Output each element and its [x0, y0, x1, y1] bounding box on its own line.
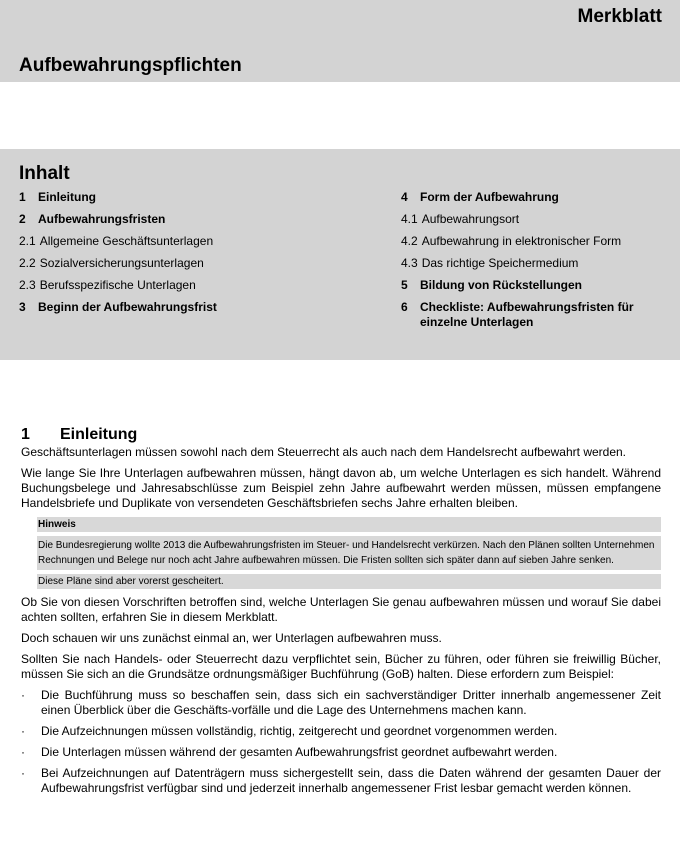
toc-entry-label: Aufbewahrung in elektronischer Form	[421, 234, 622, 248]
section-heading	[21, 427, 661, 442]
toc-entry[interactable]	[19, 212, 359, 234]
toc-entry-label: Sozialversicherungsunterlagen	[39, 256, 204, 270]
toc-entry[interactable]	[19, 190, 359, 212]
list-item	[21, 745, 661, 760]
toc-entry[interactable]	[401, 256, 661, 278]
toc-entry-number: 2	[19, 212, 26, 226]
toc-entry-label: Das richtige Speichermedium	[421, 256, 579, 270]
document-title: Aufbewahrungspflichten	[19, 55, 242, 76]
note-box	[37, 517, 661, 589]
list-item	[21, 766, 661, 796]
note-body	[37, 536, 661, 570]
toc-entry-number: 4	[401, 190, 408, 204]
bullet-icon: ·	[21, 724, 25, 738]
paragraph: Geschäftsunterlagen müssen sowohl nach dem Steuerrecht als auch nach dem Handelsrecht aufbewahrt werden.	[21, 445, 627, 459]
toc-entry-label: Bildung von Rückstellungen	[420, 278, 583, 292]
toc-entry-number: 4.3	[401, 256, 418, 270]
note-footer	[37, 574, 661, 589]
table-of-contents	[0, 149, 680, 360]
list-item-text: Bei Aufzeichnungen auf Datenträgern muss sichergestellt sein, dass die Daten während der gesamten Dauer der Aufbewahrungsfrist verfügbar sind und jederzeit innerhalb angemessener Frist lesbar gemacht werden können.	[41, 766, 661, 795]
toc-entry-label: Checkliste: Aufbewahrungsfristen für einzelne Unterlagen	[420, 300, 634, 329]
toc-entry-label: Beginn der Aufbewahrungsfrist	[38, 300, 217, 314]
note-footer-text: Diese Pläne sind aber vorerst gescheitert.	[38, 576, 224, 587]
toc-entry-number: 4.1	[401, 212, 418, 226]
toc-entry[interactable]	[19, 256, 359, 278]
toc-entry-number: 2.1	[19, 234, 36, 248]
toc-entry-label: Aufbewahrungsort	[421, 212, 520, 226]
list-item	[21, 724, 661, 739]
document-type: Merkblatt	[577, 6, 662, 27]
toc-entry[interactable]	[19, 278, 359, 300]
bullet-icon: ·	[21, 745, 25, 759]
note-heading-text: Hinweis	[38, 519, 76, 530]
section-title: Einleitung	[60, 426, 138, 443]
toc-entry-number: 5	[401, 278, 408, 292]
toc-entry-label: Allgemeine Geschäftsunterlagen	[39, 234, 214, 248]
toc-column-left	[19, 190, 359, 322]
paragraph: Sollten Sie nach Handels- oder Steuerrecht dazu verpflichtet sein, Bücher zu führen, oder führen sie freiwillig Bücher, müssen Sie sich an die Grundsätze ordnungsmäßiger Buchführung (GoB) halten. Diese erfordern zum Beispiel:	[21, 652, 661, 681]
toc-entry-label: Einleitung	[38, 190, 96, 204]
toc-entry-number: 1	[19, 190, 26, 204]
toc-entry[interactable]	[19, 234, 359, 256]
toc-entry-number: 4.2	[401, 234, 418, 248]
paragraph: Ob Sie von diesen Vorschriften betroffen sind, welche Unterlagen Sie genau aufbewahren müssen und worauf Sie dabei achten sollten, erfahren Sie in diesem Merkblatt.	[21, 595, 661, 624]
toc-entry-number: 2.3	[19, 278, 36, 292]
requirements-list	[21, 688, 661, 796]
note-heading	[37, 517, 661, 532]
list-item-text: Die Aufzeichnungen müssen vollständig, richtig, zeitgerecht und geordnet vorgenommen werden.	[41, 724, 558, 738]
toc-entry-label: Aufbewahrungsfristen	[38, 212, 166, 226]
paragraph: Wie lange Sie Ihre Unterlagen aufbewahren müssen, hängt davon ab, um welche Unterlagen es sich handelt. Während Buchungsbelege und Jahresabschlüsse zum Beispiel zehn Jahre aufbewahrt werden müssen, müssen empfangene Handelsbriefe und Duplikate von versendeten Geschäftsbriefen sechs Jahre erhalten bleiben.	[21, 466, 661, 510]
section-number: 1	[21, 426, 30, 443]
toc-entry[interactable]	[401, 234, 661, 256]
list-item-text: Die Buchführung muss so beschaffen sein, dass sich ein sachverständiger Dritter innerhalb angemessener Zeit einen Überblick über die Geschäfts-vorfälle und die Lage des Unternehmens machen kann.	[41, 688, 661, 717]
toc-entry-number: 6	[401, 300, 408, 314]
bullet-icon: ·	[21, 688, 25, 702]
list-item-text: Die Unterlagen müssen während der gesamten Aufbewahrungsfrist geordnet aufbewahrt werden.	[41, 745, 558, 759]
toc-entry-label: Form der Aufbewahrung	[420, 190, 559, 204]
bullet-icon: ·	[21, 766, 25, 780]
toc-entry[interactable]	[401, 300, 661, 334]
toc-entry-number: 3	[19, 300, 26, 314]
toc-entry[interactable]	[401, 212, 661, 234]
list-item	[21, 688, 661, 718]
paragraph: Doch schauen wir uns zunächst einmal an, wer Unterlagen aufbewahren muss.	[21, 631, 442, 645]
section-einleitung	[21, 427, 661, 802]
toc-entry[interactable]	[401, 278, 661, 300]
toc-entry[interactable]	[19, 300, 359, 322]
note-body-text: Die Bundesregierung wollte 2013 die Aufbewahrungsfristen im Steuer- und Handelsrecht verkürzen. Nach den Plänen sollten Unternehmen Rechnungen und Belege nur noch acht Jahre aufbewahren müssen. Die Fristen sollten sich später dann auf sieben Jahre senken.	[38, 540, 655, 566]
toc-column-right	[401, 190, 661, 334]
toc-heading: Inhalt	[19, 163, 70, 184]
toc-entry-label: Berufsspezifische Unterlagen	[39, 278, 196, 292]
toc-entry[interactable]	[401, 190, 661, 212]
toc-entry-number: 2.2	[19, 256, 36, 270]
header-band	[0, 0, 680, 82]
